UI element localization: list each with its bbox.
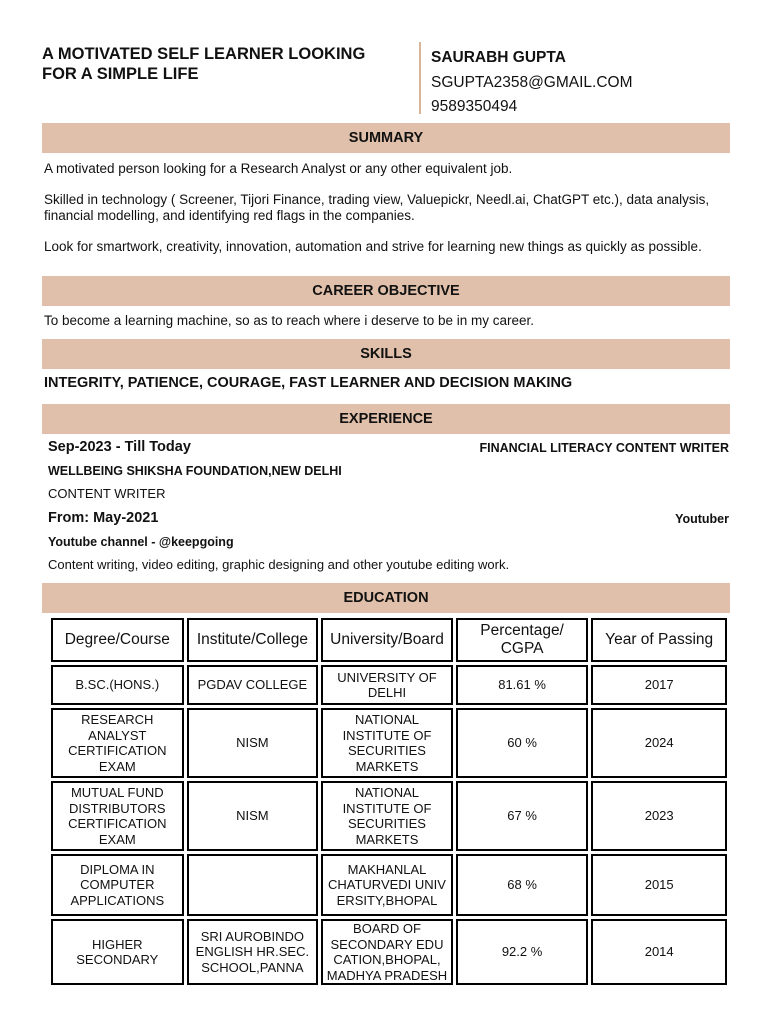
summary-paragraph-3: Look for smartwork, creativity, innovation, automation and strive for learning new things as quickly as possible.	[44, 239, 702, 254]
education-table	[48, 615, 730, 988]
table-row	[51, 781, 727, 851]
job-description: Content writing, video editing, graphic designing and other youtube editing work.	[48, 557, 510, 572]
table-cell: 92.2 %	[456, 919, 589, 985]
summary-paragraph-1: A motivated person looking for a Research Analyst or any other equivalent job.	[44, 161, 513, 176]
candidate-name: SAURABH GUPTA	[431, 49, 566, 66]
experience-heading: EXPERIENCE	[42, 404, 730, 434]
table-cell: 60 %	[456, 708, 589, 778]
table-row	[51, 854, 727, 916]
column-header: University/Board	[321, 618, 453, 662]
table-cell: SRI AUROBINDO ENGLISH HR.SEC. SCHOOL,PANNA	[187, 919, 319, 985]
phone: 9589350494	[431, 98, 518, 115]
table-cell: PGDAV COLLEGE	[187, 665, 319, 705]
job-description: CONTENT WRITER	[48, 486, 166, 501]
table-cell: 2015	[591, 854, 727, 916]
table-cell: 68 %	[456, 854, 589, 916]
skills-text: INTEGRITY, PATIENCE, COURAGE, FAST LEARNER AND DECISION MAKING	[44, 375, 573, 391]
table-cell: RESEARCH ANALYST CERTIFICATION EXAM	[51, 708, 184, 778]
job-role: Youtuber	[675, 512, 729, 526]
table-header-row	[51, 618, 727, 662]
objective-heading: CAREER OBJECTIVE	[42, 276, 730, 306]
table-row	[51, 708, 727, 778]
email: SGUPTA2358@GMAIL.COM	[431, 73, 633, 91]
table-cell: B.SC.(HONS.)	[51, 665, 184, 705]
table-cell: BOARD OF SECONDARY EDU CATION,BHOPAL, MADHYA PRADESH	[321, 919, 453, 985]
table-cell: 67 %	[456, 781, 589, 851]
job-period: From: May-2021	[48, 510, 159, 526]
table-cell: 2014	[591, 919, 727, 985]
summary-paragraph-2: Skilled in technology ( Screener, Tijori Finance, trading view, Valuepickr, Needl.ai, ChatGPT etc.), data analysis, financial modelling, and identifying red flags in the companies.	[44, 192, 710, 223]
contact-block	[431, 46, 633, 120]
column-header: Year of Passing	[591, 618, 727, 662]
table-cell: NATIONAL INSTITUTE OF SECURITIES MARKETS	[321, 708, 453, 778]
column-header: Percentage/ CGPA	[456, 618, 589, 662]
table-cell: 2017	[591, 665, 727, 705]
header-divider	[419, 42, 421, 114]
skills-heading: SKILLS	[42, 339, 730, 369]
table-cell: NISM	[187, 708, 319, 778]
table-cell: NATIONAL INSTITUTE OF SECURITIES MARKETS	[321, 781, 453, 851]
tagline: A MOTIVATED SELF LEARNER LOOKING FOR A SIMPLE LIFE	[42, 45, 366, 83]
table-row	[51, 919, 727, 985]
table-cell: MAKHANLAL CHATURVEDI UNIV ERSITY,BHOPAL	[321, 854, 453, 916]
table-cell: 81.61 %	[456, 665, 589, 705]
table-cell: 2023	[591, 781, 727, 851]
education-heading: EDUCATION	[42, 583, 730, 613]
table-cell: MUTUAL FUND DISTRIBUTORS CERTIFICATION EXAM	[51, 781, 184, 851]
table-cell: 2024	[591, 708, 727, 778]
table-cell	[187, 854, 319, 916]
job-role: FINANCIAL LITERACY CONTENT WRITER	[479, 441, 729, 455]
table-row	[51, 665, 727, 705]
job-period: Sep-2023 - Till Today	[48, 439, 191, 455]
job-organization: WELLBEING SHIKSHA FOUNDATION,NEW DELHI	[48, 464, 342, 478]
summary-heading: SUMMARY	[42, 123, 730, 153]
column-header: Degree/Course	[51, 618, 184, 662]
job-organization: Youtube channel - @keepgoing	[48, 535, 234, 549]
column-header: Institute/College	[187, 618, 319, 662]
table-cell: NISM	[187, 781, 319, 851]
table-cell: HIGHER SECONDARY	[51, 919, 184, 985]
resume-header	[42, 42, 732, 116]
table-cell: DIPLOMA IN COMPUTER APPLICATIONS	[51, 854, 184, 916]
objective-text: To become a learning machine, so as to reach where i deserve to be in my career.	[44, 313, 535, 328]
table-cell: UNIVERSITY OF DELHI	[321, 665, 453, 705]
